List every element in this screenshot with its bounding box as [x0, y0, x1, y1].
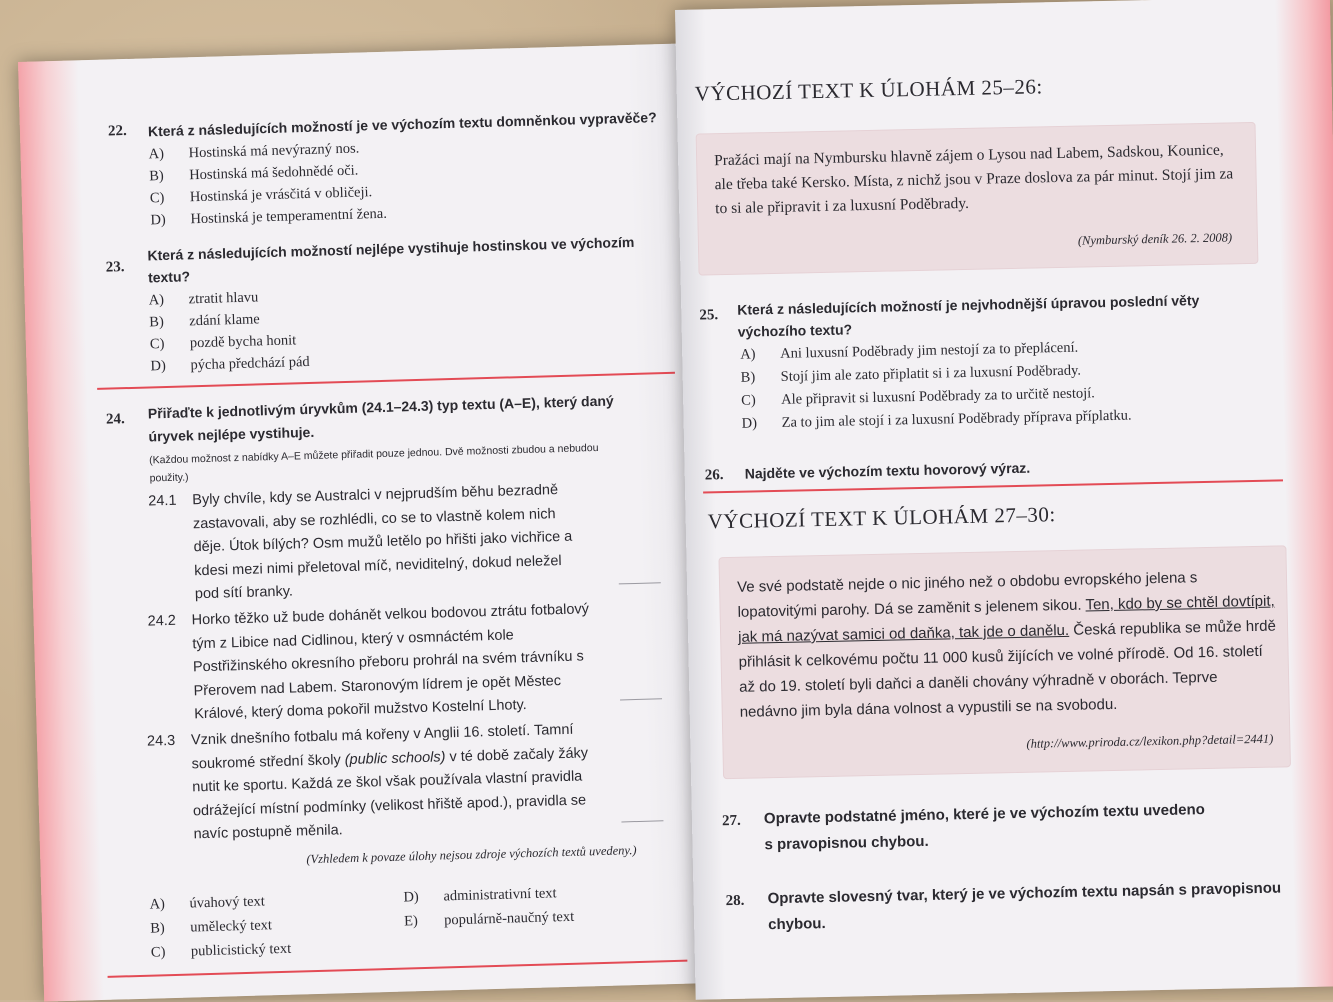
question-23-text-line1: Která z následujících možností nejlépe vystihuje hostinskou ve výchozím	[147, 233, 635, 264]
source-text-heading-25-26: VÝCHOZÍ TEXT K ÚLOHÁM 25–26:	[694, 74, 1043, 106]
question-28-text-line2: chybou.	[767, 915, 826, 934]
left-page	[18, 43, 712, 1001]
question-28-number: 28.	[725, 892, 745, 910]
q25-option-b: B) Stojí jim ale zato připlatit si i za luxusní Poděbrady.	[740, 362, 1082, 386]
q24-option-e: E) populárně-naučný text	[403, 908, 575, 930]
q25-option-a: A) Ani luxusní Poděbrady jim nestojí za to přeplácení.	[740, 339, 1079, 363]
q22-option-a: A) Hostinská má nevýrazný nos.	[148, 140, 360, 163]
right-page	[675, 0, 1333, 1000]
q24-option-a: A) úvahový text	[149, 893, 266, 913]
q25-option-d: D) Za to jim ale stojí i za luxusní Poděbrady příprava příplatku.	[741, 407, 1132, 432]
source-citation-2: (http://www.priroda.cz/lexikon.php?detail=2441)	[1026, 731, 1274, 751]
q24-option-d: D) administrativní text	[403, 885, 557, 906]
q25-option-c: C) Ale připravit si luxusní Poděbrady za to určitě nestojí.	[741, 385, 1095, 409]
underlined-sentence: Ten, kdo by se chtěl dovtípit, jak má nazývat samici od daňka, tak jde o danělu.	[737, 592, 1275, 646]
q22-option-c: C) Hostinská je vrásčitá v obličeji.	[149, 184, 373, 207]
q23-option-b: B) zdání klame	[149, 311, 260, 331]
question-27-text-line2: s pravopisnou chybou.	[764, 832, 929, 854]
q23-option-c: C) pozdě bycha honit	[149, 332, 297, 353]
question-25-text-line2: výchozího textu?	[737, 321, 853, 340]
q24-option-b: B) umělecký text	[150, 917, 273, 937]
q23-option-d: D) pýcha předchází pád	[150, 353, 310, 375]
q22-option-d: D) Hostinská je temperamentní žena.	[150, 205, 388, 229]
source-text-heading-27-30: VÝCHOZÍ TEXT K ÚLOHÁM 27–30:	[707, 502, 1056, 534]
question-27-number: 27.	[721, 812, 741, 830]
question-23-text-line2: textu?	[147, 268, 191, 286]
question-24-number: 24.	[105, 411, 125, 428]
excerpt-24-3: 24.3 Vznik dnešního fotbalu má kořeny v Anglii 16. století. Tamní soukromé střední školy (public schools) v té době začaly žáky nutit ke sportu. Každá ze škol však používala vlastní pravidla odrážející místní podmínky (velikost hřiště apod.), pravidla se navíc postupně měnila.	[146, 721, 589, 843]
question-25-number: 25.	[699, 307, 719, 324]
question-24-note: (Každou možnost z nabídky A–E můžete přiřadit pouze jednou. Dvě možnosti zbudou a nebudou použity.)	[149, 441, 599, 485]
question-24-text-line2: úryvek nejlépe vystihuje.	[148, 423, 315, 445]
question-26-number: 26.	[704, 467, 724, 484]
question-27-text-line1: Opravte podstatné jméno, které je ve výchozím textu uvedeno	[763, 801, 1206, 828]
source-citation-1: (Nymburský deník 26. 2. 2008)	[1077, 230, 1233, 248]
question-22-text: Která z následujících možností je ve výchozím textu domněnkou vypravěče?	[147, 109, 657, 140]
excerpt-24-2: 24.2 Horko těžko už bude dohánět velkou bodovou ztrátu fotbalový tým z Libice nad Cidlinou, který v osmnáctém kole Postřižinského okresního přeboru prohrál na svém trávníku s Přerovem nad Labem. Staronovým lídrem je opět Městec Králové, který doma pokořil mužstvo Kostelní Lhoty.	[147, 601, 590, 723]
q22-option-b: B) Hostinská má šedohnědé oči.	[149, 162, 359, 185]
question-22-number: 22.	[107, 122, 127, 140]
sources-note: (Vzhledem k povaze úlohy nejsou zdroje výchozích textů uvedeny.)	[306, 843, 637, 867]
question-28-text-line1: Opravte slovesný tvar, který je ve výchozím textu napsán s pravopisnou	[767, 879, 1282, 908]
source-text-2: Ve své podstatě nejde o nic jiného než o obdobu evropského jelena s lopatovitými parohy. Dá se zaměnit s jelenem sikou. Ten, kdo by se chtěl dovtípit, jak má nazývat samici od daňka, tak jde o danělu. Česká republika se může hrdě přihlásit k celkovému počtu 11 000 kusů žijících ve volné přírodě. Od 16. století až do 19. století byli daňci a daněli chovány výhradně v oborách. Teprve nedávno jim byla dána volnost a vypustili se na svobodu.	[736, 569, 1277, 721]
excerpt-24-1: 24.1 Byly chvíle, kdy se Australci v nejprudším běhu bezradně zastavovali, aby se rozhlédli, co se to vlastně kolem nich děje. Útok bílých? Osm mužů letělo po hřišti jako vichřice a kdesi mezi nimi přeletoval míč, neviditelný, dokud neležel pod sítí branky.	[148, 482, 573, 603]
bottom-divider	[108, 960, 688, 978]
q23-option-a: A) ztratit hlavu	[148, 289, 259, 309]
source-text-1: Pražáci mají na Nymbursku hlavně zájem o Lysou nad Labem, Sadskou, Kounice, ale třeba také Kersko. Místa, z nichž jsou v Praze doslova za pár minut. Stojí jim za to si ale připravit i za luxusní Poděbrady.	[713, 141, 1234, 218]
question-26-text: Najděte ve výchozím textu hovorový výraz.	[744, 459, 1031, 482]
question-25-text-line1: Která z následujících možností je nejvhodnější úpravou poslední věty	[737, 292, 1200, 318]
question-24-text-line1: Přiřaďte k jednotlivým úryvkům (24.1–24.3) typ textu (A–E), který daný	[147, 392, 614, 422]
question-23-number: 23.	[105, 259, 125, 276]
q24-option-c: C) publicistický text	[150, 940, 292, 961]
